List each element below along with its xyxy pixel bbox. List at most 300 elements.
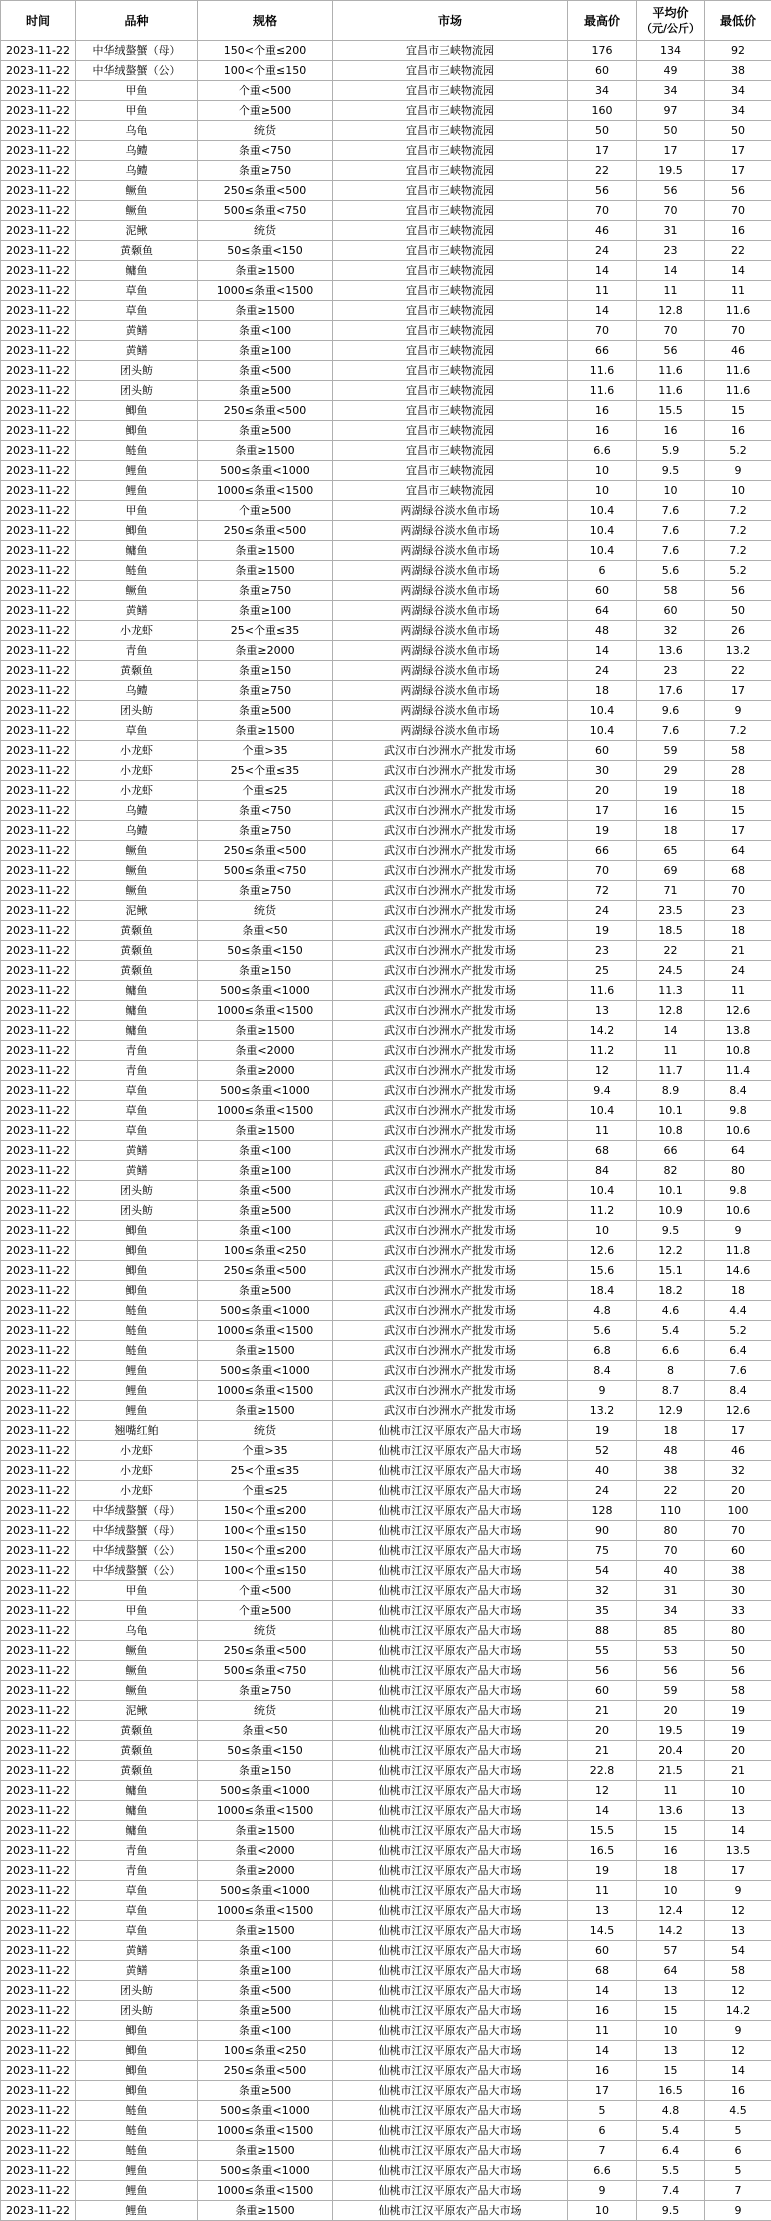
cell-avg-price: 70 [637,1541,705,1561]
cell-spec: 条重≥500 [198,381,333,401]
cell-max-price: 11.6 [568,981,637,1001]
cell-market: 仙桃市江汉平原农产品大市场 [333,1721,568,1741]
cell-market: 宜昌市三峡物流园 [333,61,568,81]
cell-market: 仙桃市江汉平原农产品大市场 [333,1921,568,1941]
table-row [1,741,771,761]
cell-avg-price: 11.6 [637,381,705,401]
cell-max-price: 11 [568,1121,637,1141]
cell-max-price: 16 [568,2061,637,2081]
cell-market: 武汉市白沙洲水产批发市场 [333,1381,568,1401]
cell-max-price: 14 [568,1801,637,1821]
cell-spec: 500≤条重<1000 [198,1081,333,1101]
cell-variety: 鲢鱼 [76,1321,198,1341]
table-row [1,2001,771,2021]
cell-time: 2023-11-22 [1,1321,76,1341]
cell-variety: 乌鳢 [76,821,198,841]
table-row [1,1541,771,1561]
cell-min-price: 20 [705,1741,771,1761]
cell-time: 2023-11-22 [1,2101,76,2121]
cell-min-price: 22 [705,661,771,681]
table-row [1,1561,771,1581]
cell-market: 宜昌市三峡物流园 [333,481,568,501]
cell-market: 两湖绿谷淡水鱼市场 [333,561,568,581]
cell-variety: 中华绒螯蟹（公） [76,1561,198,1581]
cell-time: 2023-11-22 [1,2181,76,2201]
cell-avg-price: 13 [637,2041,705,2061]
cell-market: 武汉市白沙洲水产批发市场 [333,961,568,981]
cell-variety: 小龙虾 [76,621,198,641]
cell-avg-price: 14.2 [637,1921,705,1941]
table-row [1,901,771,921]
cell-variety: 鳙鱼 [76,1821,198,1841]
cell-variety: 中华绒螯蟹（母） [76,1521,198,1541]
cell-market: 宜昌市三峡物流园 [333,241,568,261]
cell-avg-price: 5.9 [637,441,705,461]
cell-market: 武汉市白沙洲水产批发市场 [333,941,568,961]
cell-time: 2023-11-22 [1,1901,76,1921]
cell-max-price: 52 [568,1441,637,1461]
cell-avg-price: 18 [637,821,705,841]
cell-min-price: 100 [705,1501,771,1521]
cell-time: 2023-11-22 [1,481,76,501]
cell-variety: 黄颡鱼 [76,661,198,681]
cell-max-price: 60 [568,1941,637,1961]
table-row [1,1101,771,1121]
cell-variety: 鳜鱼 [76,1661,198,1681]
cell-spec: 条重≥500 [198,1201,333,1221]
cell-variety: 鲢鱼 [76,441,198,461]
cell-market: 两湖绿谷淡水鱼市场 [333,601,568,621]
cell-spec: 500≤条重<1000 [198,1881,333,1901]
table-row [1,1761,771,1781]
cell-variety: 小龙虾 [76,1481,198,1501]
cell-avg-price: 22 [637,1481,705,1501]
cell-market: 两湖绿谷淡水鱼市场 [333,501,568,521]
cell-spec: 统货 [198,901,333,921]
cell-time: 2023-11-22 [1,41,76,61]
cell-min-price: 70 [705,201,771,221]
cell-market: 武汉市白沙洲水产批发市场 [333,1261,568,1281]
cell-avg-price: 18.2 [637,1281,705,1301]
cell-avg-price: 7.6 [637,501,705,521]
cell-market: 武汉市白沙洲水产批发市场 [333,821,568,841]
cell-max-price: 14 [568,301,637,321]
cell-time: 2023-11-22 [1,1241,76,1261]
cell-time: 2023-11-22 [1,521,76,541]
cell-time: 2023-11-22 [1,1821,76,1841]
cell-spec: 条重≥750 [198,1681,333,1701]
cell-avg-price: 16 [637,801,705,821]
cell-market: 两湖绿谷淡水鱼市场 [333,621,568,641]
cell-avg-price: 8.7 [637,1381,705,1401]
cell-time: 2023-11-22 [1,221,76,241]
cell-max-price: 10 [568,481,637,501]
cell-avg-price: 14 [637,1021,705,1041]
cell-avg-price: 6.6 [637,1341,705,1361]
cell-variety: 团头鲂 [76,1181,198,1201]
cell-avg-price: 21.5 [637,1761,705,1781]
table-row [1,841,771,861]
cell-avg-price: 15.5 [637,401,705,421]
table-row [1,2081,771,2101]
cell-max-price: 12 [568,1781,637,1801]
cell-avg-price: 17 [637,141,705,161]
cell-time: 2023-11-22 [1,1281,76,1301]
cell-min-price: 11.6 [705,301,771,321]
table-row [1,1921,771,1941]
table-row [1,441,771,461]
cell-time: 2023-11-22 [1,2021,76,2041]
cell-min-price: 6 [705,2141,771,2161]
cell-avg-price: 5.5 [637,2161,705,2181]
table-row [1,2021,771,2041]
cell-max-price: 10.4 [568,1181,637,1201]
cell-min-price: 10 [705,1781,771,1801]
cell-min-price: 4.5 [705,2101,771,2121]
cell-max-price: 14.5 [568,1921,637,1941]
cell-variety: 鲫鱼 [76,521,198,541]
cell-variety: 中华绒螯蟹（公） [76,1541,198,1561]
cell-min-price: 54 [705,1941,771,1961]
cell-min-price: 5.2 [705,561,771,581]
cell-market: 两湖绿谷淡水鱼市场 [333,641,568,661]
cell-market: 仙桃市江汉平原农产品大市场 [333,1781,568,1801]
cell-min-price: 17 [705,821,771,841]
cell-time: 2023-11-22 [1,821,76,841]
cell-max-price: 16 [568,2001,637,2021]
cell-max-price: 16 [568,421,637,441]
cell-variety: 草鱼 [76,1081,198,1101]
cell-avg-price: 32 [637,621,705,641]
cell-spec: 500≤条重<750 [198,861,333,881]
cell-min-price: 5.2 [705,1321,771,1341]
cell-min-price: 14 [705,2061,771,2081]
cell-time: 2023-11-22 [1,1761,76,1781]
cell-max-price: 17 [568,2081,637,2101]
cell-spec: 1000≤条重<1500 [198,1901,333,1921]
cell-time: 2023-11-22 [1,2041,76,2061]
cell-spec: 1000≤条重<1500 [198,281,333,301]
table-row [1,2061,771,2081]
cell-min-price: 10.6 [705,1121,771,1141]
cell-max-price: 48 [568,621,637,641]
table-row [1,281,771,301]
cell-max-price: 6 [568,561,637,581]
table-row [1,541,771,561]
table-row [1,2161,771,2181]
table-row [1,81,771,101]
cell-time: 2023-11-22 [1,2081,76,2101]
cell-avg-price: 16 [637,421,705,441]
cell-variety: 草鱼 [76,721,198,741]
cell-min-price: 46 [705,1441,771,1461]
cell-spec: 条重<500 [198,361,333,381]
cell-avg-price: 8 [637,1361,705,1381]
cell-market: 两湖绿谷淡水鱼市场 [333,701,568,721]
cell-market: 仙桃市江汉平原农产品大市场 [333,2201,568,2221]
cell-max-price: 176 [568,41,637,61]
cell-avg-price: 13 [637,1981,705,2001]
table-row [1,561,771,581]
cell-variety: 鲫鱼 [76,1241,198,1261]
cell-spec: 条重≥750 [198,881,333,901]
header-avg-label: 平均价 [652,6,688,20]
cell-spec: 100<个重≤150 [198,1521,333,1541]
cell-time: 2023-11-22 [1,1961,76,1981]
cell-min-price: 34 [705,101,771,121]
cell-time: 2023-11-22 [1,1121,76,1141]
cell-max-price: 21 [568,1741,637,1761]
cell-max-price: 56 [568,1661,637,1681]
cell-variety: 鲤鱼 [76,1361,198,1381]
cell-max-price: 56 [568,181,637,201]
cell-avg-price: 58 [637,581,705,601]
cell-min-price: 70 [705,1521,771,1541]
cell-min-price: 7.2 [705,501,771,521]
table-row [1,1641,771,1661]
cell-time: 2023-11-22 [1,1641,76,1661]
cell-time: 2023-11-22 [1,101,76,121]
cell-time: 2023-11-22 [1,1501,76,1521]
cell-variety: 团头鲂 [76,361,198,381]
table-row [1,1461,771,1481]
cell-max-price: 22.8 [568,1761,637,1781]
cell-variety: 青鱼 [76,1861,198,1881]
cell-spec: 100<个重≤150 [198,61,333,81]
cell-variety: 鳜鱼 [76,1641,198,1661]
cell-time: 2023-11-22 [1,1261,76,1281]
cell-time: 2023-11-22 [1,81,76,101]
cell-variety: 团头鲂 [76,701,198,721]
cell-max-price: 70 [568,861,637,881]
cell-market: 武汉市白沙洲水产批发市场 [333,1341,568,1361]
cell-max-price: 14 [568,641,637,661]
cell-time: 2023-11-22 [1,861,76,881]
cell-variety: 鲤鱼 [76,2181,198,2201]
cell-time: 2023-11-22 [1,1481,76,1501]
cell-market: 宜昌市三峡物流园 [333,381,568,401]
cell-avg-price: 17.6 [637,681,705,701]
cell-avg-price: 10.1 [637,1101,705,1121]
table-row [1,581,771,601]
cell-time: 2023-11-22 [1,181,76,201]
cell-avg-price: 12.8 [637,1001,705,1021]
cell-min-price: 18 [705,1281,771,1301]
cell-spec: 条重≥100 [198,1161,333,1181]
cell-avg-price: 29 [637,761,705,781]
cell-min-price: 14 [705,261,771,281]
cell-avg-price: 11.7 [637,1061,705,1081]
cell-min-price: 12 [705,2041,771,2061]
cell-min-price: 7.2 [705,521,771,541]
table-row [1,1421,771,1441]
cell-avg-price: 15.1 [637,1261,705,1281]
table-row [1,1741,771,1761]
cell-spec: 条重≥500 [198,2001,333,2021]
cell-spec: 250≤条重<500 [198,841,333,861]
cell-max-price: 24 [568,241,637,261]
cell-market: 两湖绿谷淡水鱼市场 [333,581,568,601]
cell-market: 仙桃市江汉平原农产品大市场 [333,1561,568,1581]
cell-max-price: 70 [568,321,637,341]
cell-time: 2023-11-22 [1,641,76,661]
cell-market: 宜昌市三峡物流园 [333,41,568,61]
cell-spec: 250≤条重<500 [198,1641,333,1661]
cell-max-price: 9 [568,2181,637,2201]
header-avg-price [637,1,705,41]
cell-market: 仙桃市江汉平原农产品大市场 [333,1681,568,1701]
table-row [1,181,771,201]
cell-max-price: 4.8 [568,1301,637,1321]
cell-min-price: 8.4 [705,1081,771,1101]
cell-min-price: 9 [705,461,771,481]
cell-variety: 黄鳝 [76,601,198,621]
table-row [1,1141,771,1161]
cell-max-price: 18 [568,681,637,701]
cell-avg-price: 34 [637,1601,705,1621]
cell-avg-price: 60 [637,601,705,621]
cell-market: 武汉市白沙洲水产批发市场 [333,861,568,881]
cell-avg-price: 7.6 [637,521,705,541]
cell-variety: 鳜鱼 [76,181,198,201]
cell-time: 2023-11-22 [1,1361,76,1381]
cell-time: 2023-11-22 [1,1921,76,1941]
cell-max-price: 11 [568,2021,637,2041]
cell-max-price: 8.4 [568,1361,637,1381]
cell-max-price: 14 [568,2041,637,2061]
cell-spec: 250≤条重<500 [198,521,333,541]
cell-spec: 条重<100 [198,2021,333,2041]
cell-max-price: 15.6 [568,1261,637,1281]
cell-avg-price: 40 [637,1561,705,1581]
cell-min-price: 11.8 [705,1241,771,1261]
cell-min-price: 13 [705,1801,771,1821]
cell-spec: 条重<50 [198,921,333,941]
cell-market: 宜昌市三峡物流园 [333,421,568,441]
cell-time: 2023-11-22 [1,1301,76,1321]
cell-spec: 条重≥1500 [198,1921,333,1941]
cell-variety: 鳜鱼 [76,841,198,861]
cell-min-price: 34 [705,81,771,101]
cell-variety: 黄颡鱼 [76,1741,198,1761]
cell-max-price: 128 [568,1501,637,1521]
cell-market: 宜昌市三峡物流园 [333,361,568,381]
cell-market: 宜昌市三峡物流园 [333,221,568,241]
table-row [1,761,771,781]
cell-min-price: 15 [705,401,771,421]
cell-market: 仙桃市江汉平原农产品大市场 [333,1861,568,1881]
cell-market: 宜昌市三峡物流园 [333,441,568,461]
cell-variety: 团头鲂 [76,2001,198,2021]
table-row [1,2121,771,2141]
cell-min-price: 11.4 [705,1061,771,1081]
cell-spec: 1000≤条重<1500 [198,481,333,501]
cell-max-price: 64 [568,601,637,621]
cell-time: 2023-11-22 [1,1981,76,2001]
cell-time: 2023-11-22 [1,781,76,801]
cell-market: 武汉市白沙洲水产批发市场 [333,1061,568,1081]
cell-time: 2023-11-22 [1,601,76,621]
cell-spec: 250≤条重<500 [198,401,333,421]
cell-market: 宜昌市三峡物流园 [333,81,568,101]
cell-spec: 150<个重≤200 [198,1501,333,1521]
cell-market: 仙桃市江汉平原农产品大市场 [333,1901,568,1921]
cell-time: 2023-11-22 [1,1521,76,1541]
cell-variety: 鳙鱼 [76,1001,198,1021]
cell-spec: 条重≥1500 [198,721,333,741]
table-row [1,1861,771,1881]
cell-variety: 黄鳝 [76,321,198,341]
cell-time: 2023-11-22 [1,2161,76,2181]
cell-spec: 100≤条重<250 [198,2041,333,2061]
cell-avg-price: 12.8 [637,301,705,321]
cell-market: 仙桃市江汉平原农产品大市场 [333,1741,568,1761]
cell-time: 2023-11-22 [1,1001,76,1021]
cell-spec: 条重≥1500 [198,561,333,581]
cell-avg-price: 23 [637,661,705,681]
cell-variety: 青鱼 [76,641,198,661]
cell-variety: 鲢鱼 [76,2121,198,2141]
cell-market: 武汉市白沙洲水产批发市场 [333,761,568,781]
cell-time: 2023-11-22 [1,1201,76,1221]
cell-spec: 条重≥150 [198,961,333,981]
table-row [1,1681,771,1701]
cell-avg-price: 59 [637,741,705,761]
cell-min-price: 7 [705,2181,771,2201]
cell-avg-price: 85 [637,1621,705,1641]
cell-spec: 1000≤条重<1500 [198,1321,333,1341]
cell-spec: 条重<750 [198,141,333,161]
cell-time: 2023-11-22 [1,881,76,901]
cell-min-price: 12 [705,1901,771,1921]
table-row [1,1081,771,1101]
cell-time: 2023-11-22 [1,1601,76,1621]
cell-min-price: 16 [705,221,771,241]
cell-variety: 鳙鱼 [76,541,198,561]
cell-variety: 鲤鱼 [76,2201,198,2221]
cell-max-price: 32 [568,1581,637,1601]
cell-market: 两湖绿谷淡水鱼市场 [333,521,568,541]
cell-max-price: 88 [568,1621,637,1641]
cell-variety: 鳙鱼 [76,1801,198,1821]
cell-spec: 500≤条重<1000 [198,1781,333,1801]
cell-min-price: 50 [705,1641,771,1661]
cell-market: 仙桃市江汉平原农产品大市场 [333,1441,568,1461]
cell-max-price: 10.4 [568,521,637,541]
cell-market: 仙桃市江汉平原农产品大市场 [333,2001,568,2021]
cell-min-price: 16 [705,421,771,441]
table-row [1,1881,771,1901]
cell-variety: 泥鳅 [76,221,198,241]
cell-min-price: 58 [705,741,771,761]
table-row [1,2101,771,2121]
table-row [1,1501,771,1521]
table-row [1,341,771,361]
cell-variety: 乌鳢 [76,801,198,821]
cell-avg-price: 12.4 [637,1901,705,1921]
cell-spec: 个重≥500 [198,501,333,521]
cell-max-price: 60 [568,61,637,81]
cell-variety: 青鱼 [76,1041,198,1061]
table-row [1,61,771,81]
cell-min-price: 9 [705,701,771,721]
cell-time: 2023-11-22 [1,1401,76,1421]
table-row [1,1941,771,1961]
cell-avg-price: 4.8 [637,2101,705,2121]
cell-max-price: 16 [568,401,637,421]
cell-spec: 条重≥750 [198,821,333,841]
cell-variety: 乌鳢 [76,141,198,161]
